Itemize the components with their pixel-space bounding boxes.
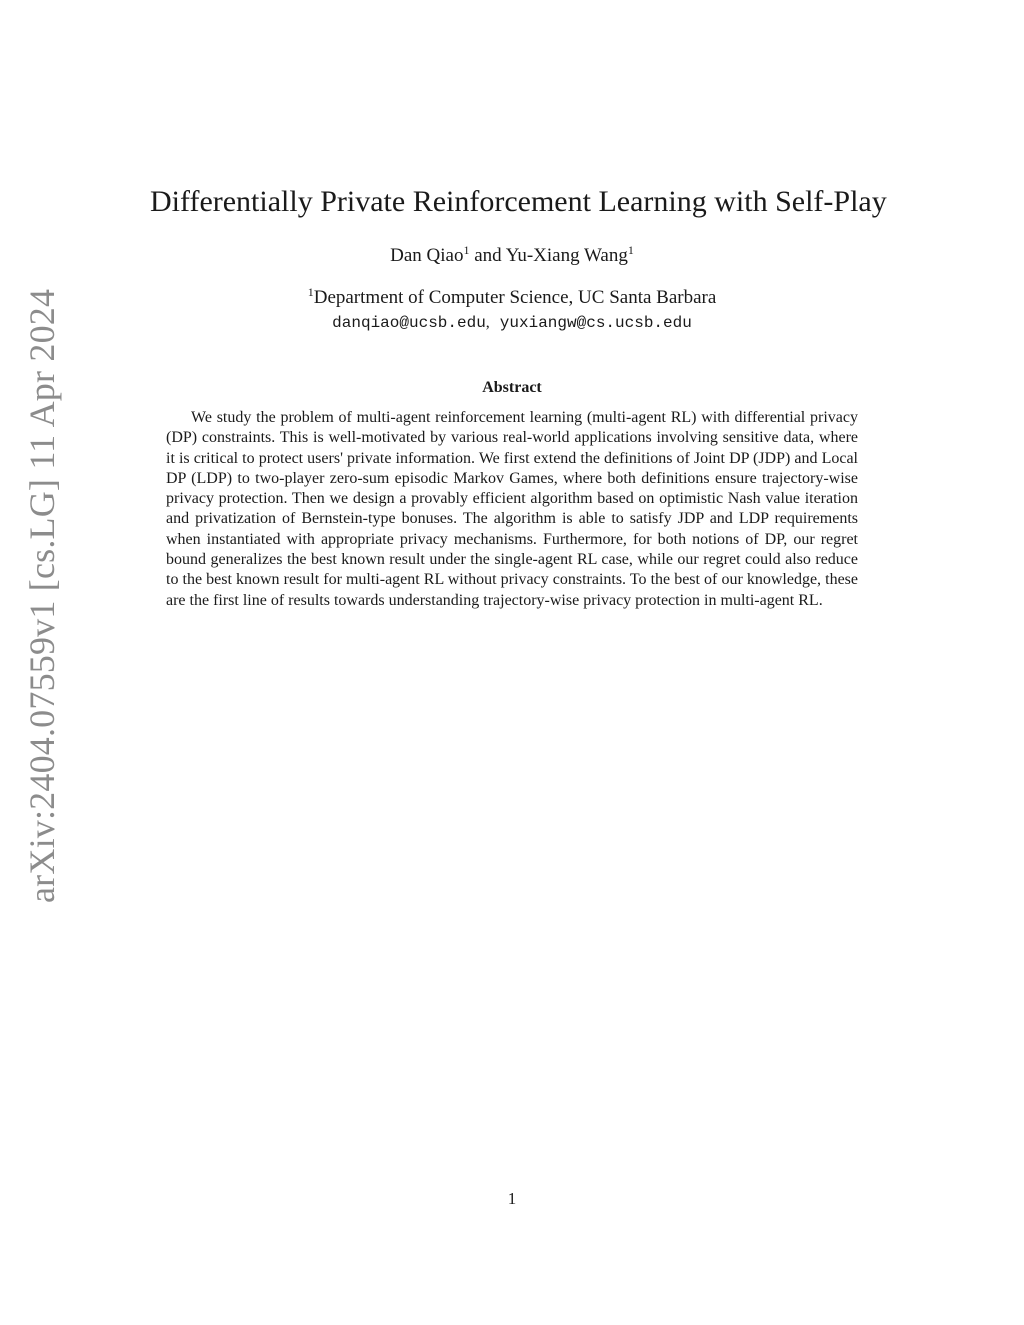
- abstract-heading: Abstract: [482, 379, 542, 396]
- affiliation-mark: 1: [307, 285, 314, 299]
- author-line: [150, 243, 874, 269]
- affiliation-mark: 1: [463, 243, 470, 257]
- author-name: Yu-Xiang Wang: [505, 245, 628, 266]
- affiliation-mark: 1: [627, 243, 634, 257]
- author-emails: [150, 312, 874, 334]
- page-number: 1: [507, 1189, 517, 1208]
- email-separator: ,: [485, 314, 490, 331]
- paper-title: Differentially Private Reinforcement Learning with Self-Play: [150, 185, 887, 218]
- arxiv-identifier-stamp: arXiv:2404.07559v1 [cs.LG] 11 Apr 2024: [22, 288, 62, 903]
- affiliation: [150, 286, 874, 310]
- email-link[interactable]: yuxiangw@cs.ucsb.edu: [499, 314, 692, 332]
- abstract-body: We study the problem of multi-agent reinforcement learning (multi-agent RL) with differential privacy (DP) constraints. This is well-motivated by various real-world applications involving sensitive data, where it is critical to protect users' private information. We first extend the definitions of Joint DP (JDP) and Local DP (LDP) to two-player zero-sum episodic Markov Games, where both definitions ensure trajectory-wise privacy protection. Then we design a provably efficient algorithm based on optimistic Nash value iteration and privatization of Bernstein-type bonuses. The algorithm is able to satisfy JDP and LDP requirements when instantiated with appropriate privacy mechanisms. Furthermore, for both notions of DP, our regret bound generalizes the best known result under the single-agent RL case, while our regret could also reduce to the best known result for multi-agent RL without privacy constraints. To the best of our knowledge, these are the first line of results towards understanding trajectory-wise privacy protection in multi-agent RL.: [166, 409, 858, 609]
- author-name: Dan Qiao: [390, 245, 464, 266]
- author-conjunction: and: [474, 245, 502, 266]
- affiliation-text: Department of Computer Science, UC Santa Barbara: [313, 287, 717, 308]
- email-link[interactable]: danqiao@ucsb.edu: [332, 314, 486, 332]
